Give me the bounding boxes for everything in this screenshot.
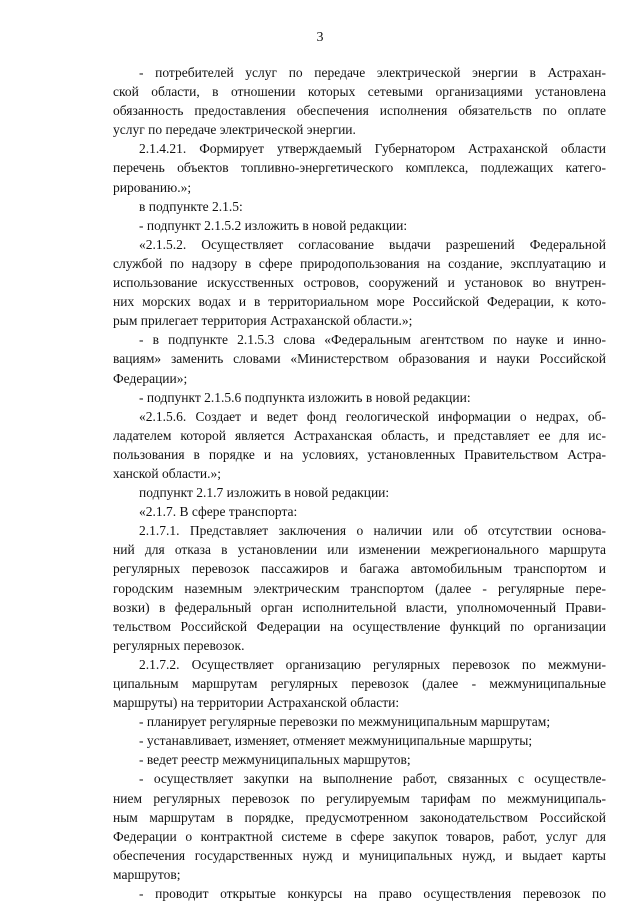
document-body	[113, 63, 606, 903]
text-line: ным маршрутам в порядке, предусмотренном законодательством Российской	[113, 809, 606, 825]
paragraph	[113, 197, 606, 216]
text-line: них морских водах и в территориальном море Российской Федерации, к кото-	[113, 294, 606, 310]
text-line: - ведет реестр межмуниципальных маршрутов;	[139, 752, 411, 768]
text-line: в подпункте 2.1.5:	[139, 198, 243, 214]
text-line: 2.1.7.1. Представляет заключения о наличии или об отсутствии основа-	[139, 523, 606, 539]
text-line: - в подпункте 2.1.5.3 слова «Федеральным агентством по науке и инно-	[139, 332, 606, 348]
text-line: - проводит открытые конкурсы на право осуществления перевозок по	[139, 886, 606, 902]
text-line: - осуществляет закупки на выполнение работ, связанных с осуществле-	[139, 771, 606, 787]
text-line: ний для отказа в установлении или изменении межрегионального маршрута	[113, 542, 606, 558]
paragraph	[113, 483, 606, 502]
text-line: 2.1.7.2. Осуществляет организацию регулярных перевозок по межмуни-	[139, 656, 606, 672]
paragraph	[113, 731, 606, 750]
text-line: перечень объектов топливно-энергетического комплекса, подлежащих катего-	[113, 160, 606, 176]
paragraph	[113, 330, 606, 387]
text-line: ладателем которой является Астраханская область, и представляет ее для ис-	[113, 427, 606, 443]
text-line: - устанавливает, изменяет, отменяет межмуниципальные маршруты;	[139, 733, 533, 749]
text-line: службой по надзору в сфере природопользования на создание, эксплуатацию и	[113, 255, 606, 271]
text-line: - подпункт 2.1.5.2 изложить в новой редакции:	[139, 217, 408, 233]
text-line: ципальным маршрутам регулярных перевозок (далее - межмуниципальные	[113, 676, 606, 691]
text-line: - планирует регулярные перевозки по межмуниципальным маршрутам;	[139, 714, 551, 730]
text-line: обеспечения государственных нужд и муниципальных нужд, и выдает карты	[113, 847, 606, 863]
text-line: рым прилегает территория Астраханской области.»;	[113, 313, 413, 329]
paragraph	[113, 655, 606, 712]
paragraph	[113, 769, 606, 884]
paragraph	[113, 884, 606, 903]
paragraph	[113, 521, 606, 655]
text-line: тельством Российской Федерации на осуществление функций по организации	[113, 618, 606, 634]
text-line: Федерации»;	[113, 370, 188, 386]
paragraph	[113, 750, 606, 769]
paragraph	[113, 139, 606, 196]
paragraph	[113, 407, 606, 483]
text-line: регулярных перевозок.	[113, 637, 245, 653]
text-line: пользования в порядке и на условиях, установленных Правительством Астра-	[113, 446, 606, 462]
text-line: - подпункт 2.1.5.6 подпункта изложить в новой редакции:	[139, 389, 471, 405]
text-line: «2.1.7. В сфере транспорта:	[139, 504, 298, 520]
text-line: регулярных перевозок пассажиров и багажа автомобильным транспортом и	[113, 561, 606, 577]
text-line: ской области, в отношении которых сетевыми организациями установлена	[113, 84, 606, 100]
text-line: обязанность предоставления обеспечения исполнения обязательств по оплате	[113, 103, 606, 119]
text-line: возки) в федеральный орган исполнительной власти, уполномоченный Прави-	[113, 599, 606, 615]
text-line: - потребителей услуг по передаче электрической энергии в Астрахан-	[139, 65, 606, 80]
page-number: 3	[316, 30, 324, 45]
text-line: подпункт 2.1.7 изложить в новой редакции:	[139, 485, 390, 501]
text-line: городским наземным электрическим транспортом (далее - регулярные пере-	[113, 580, 606, 596]
paragraph	[113, 216, 606, 235]
paragraph	[113, 235, 606, 330]
text-line: услуг по передаче электрической энергии.	[113, 122, 356, 138]
paragraph	[113, 63, 606, 139]
text-line: 2.1.4.21. Формирует утверждаемый Губернатором Астраханской области	[139, 141, 606, 157]
text-line: вациям» заменить словами «Министерством образования и науки Российской	[113, 351, 606, 367]
text-line: «2.1.5.2. Осуществляет согласование выдачи разрешений Федеральной	[139, 236, 606, 252]
paragraph	[113, 712, 606, 731]
paragraph	[113, 388, 606, 407]
text-line: маршруты) на территории Астраханской области:	[113, 695, 400, 711]
text-line: Федерации о контрактной системе в сфере закупок товаров, работ, услуг для	[113, 828, 606, 844]
text-line: рированию.»;	[113, 179, 192, 195]
text-line: нием регулярных перевозок по регулируемым тарифам по межмуниципаль-	[113, 790, 606, 806]
text-line: ханской области.»;	[113, 465, 222, 481]
text-line: «2.1.5.6. Создает и ведет фонд геологической информации о недрах, об-	[139, 408, 606, 424]
text-line: использование искусственных островов, сооружений и установок во внутрен-	[113, 275, 606, 291]
paragraph	[113, 502, 606, 521]
text-line: маршрутов;	[113, 866, 181, 882]
